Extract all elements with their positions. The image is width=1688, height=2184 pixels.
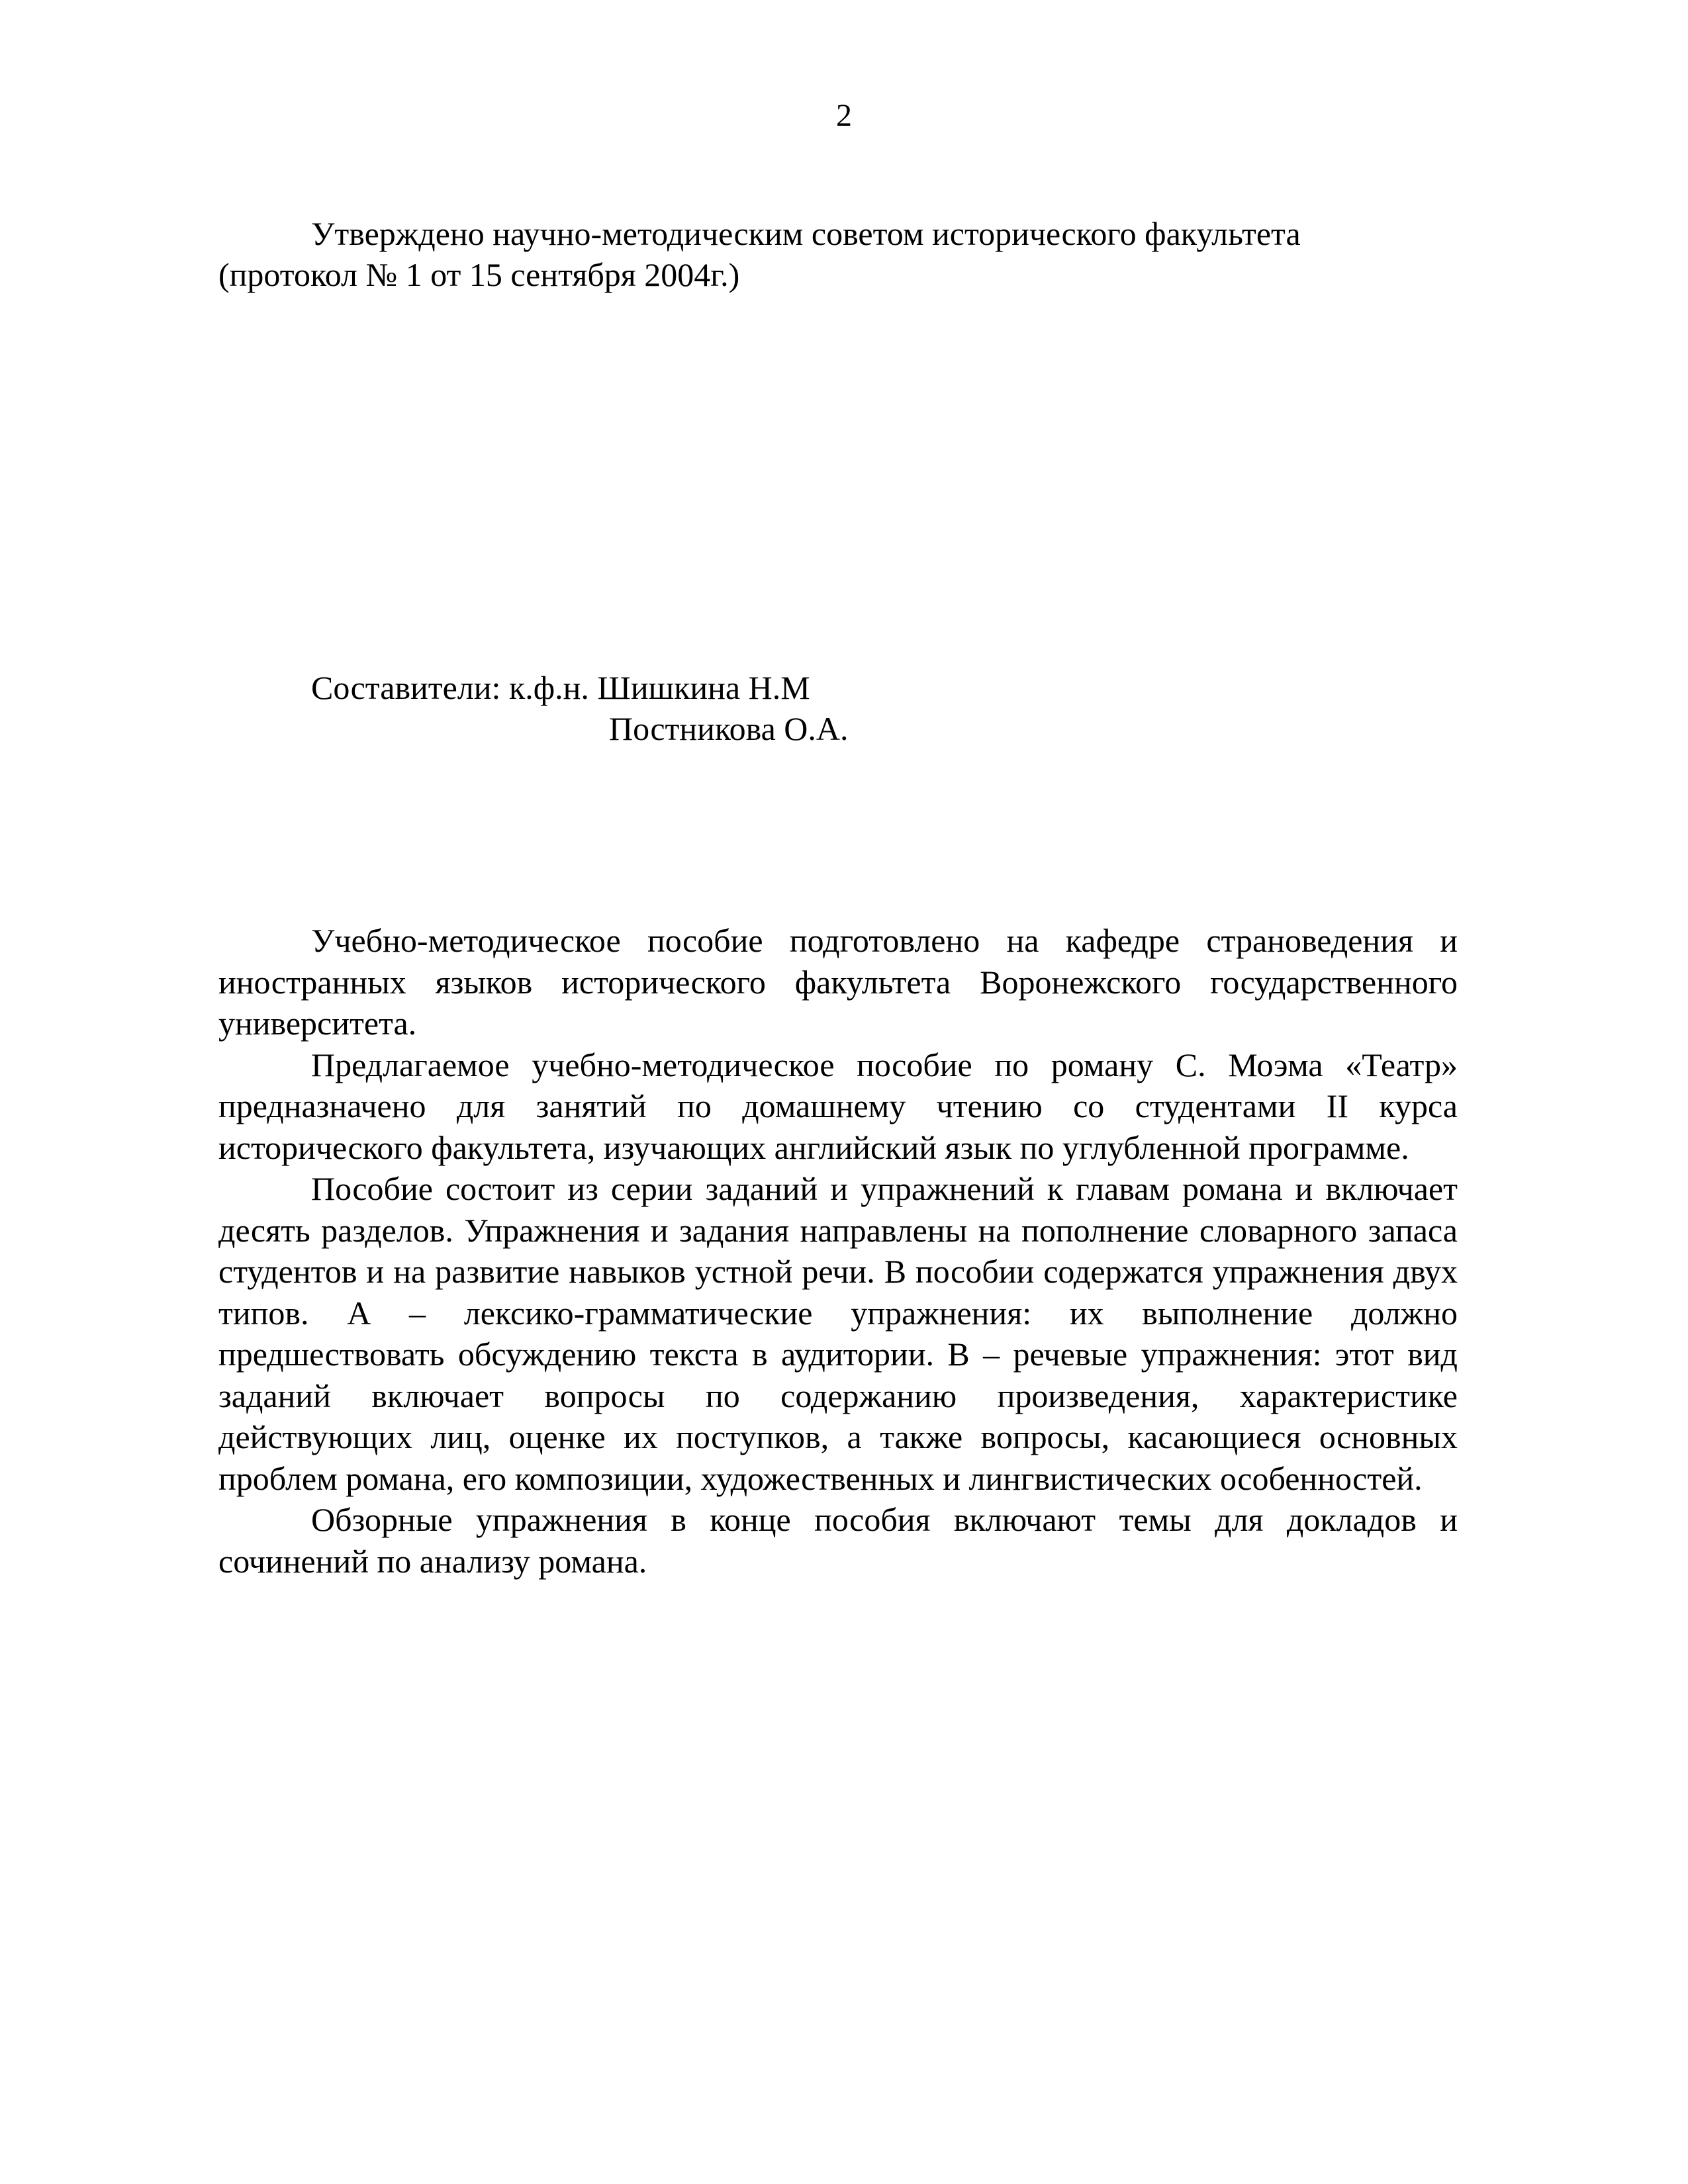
- compilers-block: [311, 667, 849, 749]
- approval-statement: [218, 213, 1463, 295]
- approval-line-2: (протокол № 1 от 15 сентября 2004г.): [218, 256, 740, 293]
- paragraph: Предлагаемое учебно-методическое пособие по роману С. Моэма «Театр» предназначено для занятий по домашнему чтению со студентами II курса исторического факультета, изучающих английский язык по углубленной программе.: [218, 1046, 1458, 1166]
- paragraph: Обзорные упражнения в конце пособия включают темы для докладов и сочинений по анализу романа.: [218, 1501, 1458, 1580]
- paragraph: Пособие состоит из серии заданий и упражнений к главам романа и включает десять разделов. Упражнения и задания направлены на пополнение словарного запаса студентов и на развитие навыков устной речи. В пособии содержатся упражнения двух типов. А – лексико-грамматические упражнения: их выполнение должно предшествовать обсуждению текста в аудитории. В – речевые упражнения: этот вид заданий включает вопросы по содержанию произведения, характеристике действующих лиц, оценке их поступков, а также вопросы, касающиеся основных проблем романа, его композиции, художественных и лингвистических особенностей.: [218, 1170, 1458, 1497]
- paragraph: Учебно-методическое пособие подготовлено на кафедре страноведения и иностранных языков исторического факультета Воронежского государственного университета.: [218, 922, 1458, 1042]
- compilers-second-name: Постникова О.А.: [609, 710, 849, 747]
- compilers-label: Составители: к.ф.н. Шишкина Н.М: [311, 669, 810, 706]
- description-text: [218, 920, 1458, 1582]
- approval-line-1: Утверждено научно-методическим советом исторического факультета: [311, 215, 1301, 252]
- page-number: 2: [836, 98, 852, 133]
